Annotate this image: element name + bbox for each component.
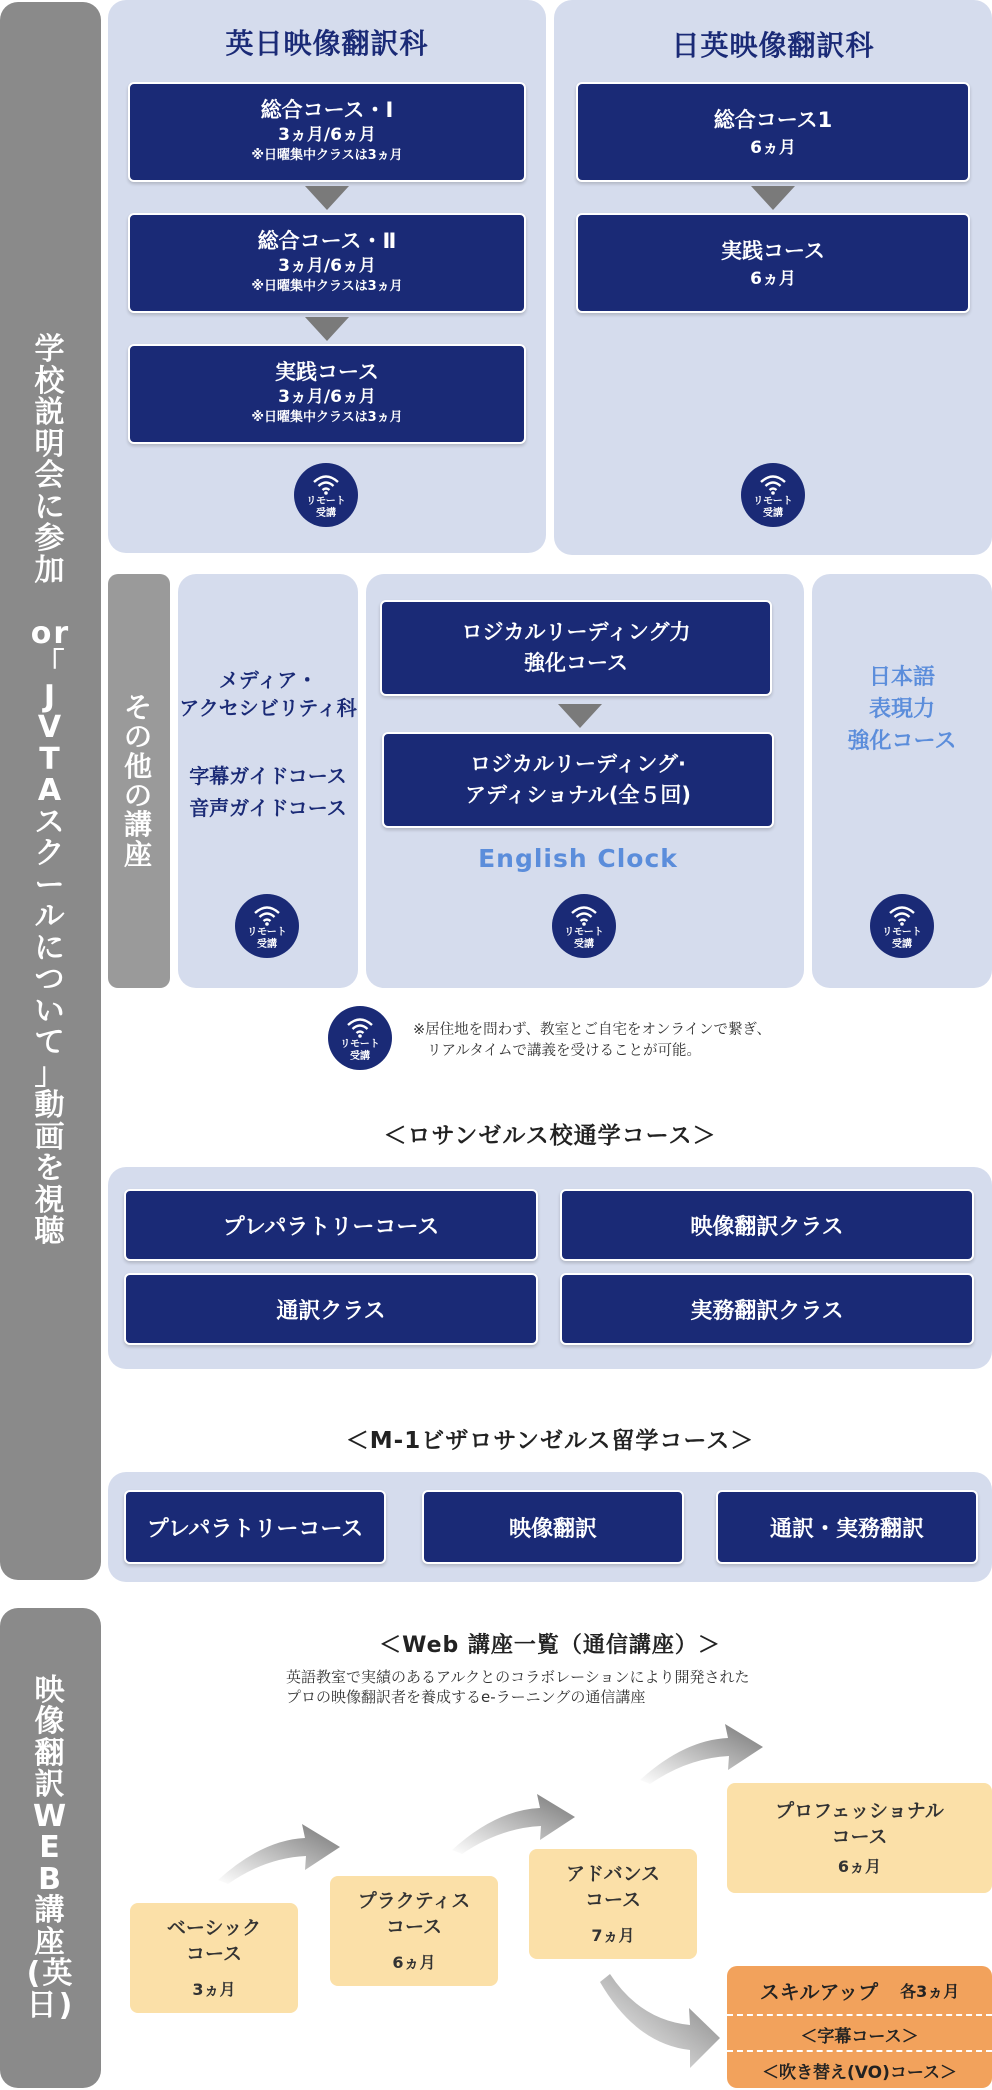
la-course-interpretation[interactable] (124, 1273, 538, 1345)
sb-bot-char: 日) (26, 1987, 75, 2023)
course-line-1: ベーシック (166, 1916, 262, 1939)
sb-top-char: 明 (34, 426, 67, 462)
course-line-2: コース (584, 1888, 642, 1911)
la-course-preparatory[interactable] (124, 1189, 538, 1261)
sb-top-char: を (34, 1151, 67, 1187)
m1-course-interpretation-business[interactable] (716, 1490, 978, 1564)
remote-badge (328, 1006, 392, 1070)
course-label: 映像翻訳 (508, 1516, 597, 1542)
sb-top-char: 動 (34, 1088, 67, 1124)
remote-label-2: 受講 (574, 938, 594, 950)
japanese-line-1: 日本語 (868, 665, 935, 690)
japanese-expression-title (812, 662, 992, 758)
wifi-icon (311, 473, 341, 495)
course-duration: 6ヵ月 (750, 137, 796, 158)
eng-jp-course-3[interactable] (128, 344, 526, 444)
sb-bot-char: 翻 (34, 1735, 67, 1771)
sb-top-char: ル (34, 899, 67, 935)
sb-top-char: 校 (34, 363, 67, 399)
other-char: そ (123, 690, 154, 724)
course-duration: 3ヵ月 (192, 1980, 236, 2000)
remote-label-1: リモート (882, 927, 922, 938)
jp-eng-course-2[interactable] (576, 213, 970, 313)
course-line-2: コース (185, 1942, 243, 1965)
media-title-line-2: アクセシビリティ科 (179, 696, 357, 720)
sb-top-char: に (34, 930, 67, 966)
sb-top-char: J (43, 678, 58, 714)
skillup-divider (727, 2014, 992, 2016)
sb-top-char: に (34, 489, 67, 525)
sb-top-char: or (30, 615, 71, 651)
curved-arrow-icon (640, 1724, 763, 1784)
sb-bot-char: (英 (26, 1956, 75, 1992)
course-duration: 6ヵ月 (750, 268, 796, 289)
sb-bot-char: 訳 (34, 1767, 67, 1803)
sb-bot-char: 像 (34, 1704, 67, 1740)
sb-top-char: て (34, 1025, 67, 1061)
remote-label-2: 受講 (892, 938, 912, 950)
skillup-header (727, 1966, 992, 2014)
wifi-icon (887, 904, 917, 926)
course-line-2: アディショナル(全５回) (464, 783, 692, 807)
course-line-2: コース (831, 1825, 888, 1848)
sb-top-char: 」 (34, 1056, 67, 1092)
sb-top-char: T (39, 741, 62, 777)
la-course-business-translation[interactable] (560, 1273, 974, 1345)
remote-badge (870, 894, 934, 958)
other-char: の (123, 720, 154, 754)
la-school-panel (108, 1167, 992, 1369)
media-title-line-1: メディア・ (218, 668, 318, 692)
course-name: 実践コース (721, 239, 825, 264)
course-name: 総合コース・Ⅰ (260, 97, 394, 122)
web-course-basic[interactable] (130, 1903, 298, 2013)
remote-label-1: リモート (564, 927, 604, 938)
course-label: 通訳クラス (276, 1298, 386, 1324)
japanese-expression-panel (812, 574, 992, 988)
sb-top-char: い (34, 993, 67, 1029)
skillup-box[interactable] (727, 1966, 992, 2088)
curved-arrow-icon (218, 1824, 340, 1884)
sb-bot-char: 座 (34, 1924, 67, 1960)
media-subcourses (178, 760, 358, 824)
down-arrow-icon (751, 186, 795, 210)
sb-top-char: 説 (34, 395, 67, 431)
m1-panel (108, 1472, 992, 1582)
skillup-dubbing-course: ＜吹き替え(VO)コース＞ (762, 2063, 957, 2083)
sb-top-char: 学 (34, 332, 67, 368)
course-name: 総合コース1 (713, 108, 833, 133)
sb-top-char: 画 (34, 1119, 67, 1155)
curved-arrow-icon (452, 1794, 575, 1854)
media-sub-line-1: 字幕ガイドコース (189, 764, 347, 788)
eng-jp-title: 英日映像翻訳科 (225, 27, 429, 60)
web-course-practice[interactable] (330, 1876, 498, 1986)
other-char: 講 (123, 808, 154, 842)
remote-note-line-1: ※居住地を問わず、教室とご自宅をオンラインで繋ぎ、 (413, 1022, 771, 1038)
web-course-advance[interactable] (529, 1849, 697, 1959)
sb-top-char: 会 (34, 458, 67, 494)
sb-top-char: 加 (34, 552, 67, 588)
logical-reading-course-1[interactable] (380, 600, 772, 696)
sb-top-char: A (37, 773, 64, 809)
course-label: プレパラトリーコース (146, 1516, 364, 1542)
m1-course-video-translation[interactable] (422, 1490, 684, 1564)
remote-label-2: 受講 (350, 1050, 370, 1062)
course-line-2: 強化コース (524, 651, 628, 675)
la-school-heading: ＜ロサンゼルス校通学コース＞ (383, 1123, 717, 1149)
sb-bot-char: B (38, 1861, 63, 1897)
remote-label-1: リモート (247, 927, 287, 938)
sb-top-char: ス (34, 804, 67, 840)
sb-top-char: 参 (34, 521, 67, 557)
eng-jp-course-2[interactable] (128, 213, 526, 313)
sb-top-char: ー (34, 867, 67, 903)
remote-badge (235, 894, 299, 958)
sb-top-char: 視 (34, 1182, 67, 1218)
skillup-subtitles-course: ＜字幕コース＞ (800, 2027, 919, 2047)
logical-reading-panel (366, 574, 804, 988)
web-heading: ＜Web 講座一覧（通信講座）＞ (379, 1633, 721, 1658)
remote-badge (552, 894, 616, 958)
skillup-divider (727, 2050, 992, 2052)
jp-eng-title: 日英映像翻訳科 (671, 29, 875, 62)
jp-eng-panel (554, 0, 992, 555)
japanese-line-2: 表現力 (868, 696, 935, 722)
course-name: 総合コース・Ⅱ (257, 228, 397, 253)
other-char: 他 (123, 749, 154, 783)
sidebar-school-info (0, 2, 101, 1580)
m1-course-preparatory[interactable] (124, 1490, 386, 1564)
course-duration: 7ヵ月 (591, 1926, 635, 1946)
course-line-1: プロフェッショナル (775, 1799, 944, 1822)
skillup-title: スキルアップ (759, 1979, 879, 2004)
curved-arrow-icon (600, 1974, 720, 2068)
sb-top-char: 聴 (34, 1214, 67, 1250)
course-note: ※日曜集中クラスは3ヵ月 (251, 279, 403, 295)
course-note: ※日曜集中クラスは3ヵ月 (251, 410, 403, 426)
course-line-1: アドバンス (565, 1862, 661, 1885)
sb-top-char: つ (34, 962, 67, 998)
sidebar-school-info-label (31, 334, 70, 1248)
m1-heading: ＜M-1ビザロサンゼルス留学コース＞ (345, 1428, 755, 1454)
course-note: ※日曜集中クラスは3ヵ月 (251, 148, 403, 164)
web-desc-line-2: プロの映像翻訳者を養成するe-ラーニングの通信講座 (286, 1687, 646, 1706)
web-desc-line-1: 英語教室で実績のあるアルクとのコラボレーションにより開発された (286, 1668, 750, 1686)
sb-top-char (31, 586, 70, 618)
wifi-icon (345, 1016, 375, 1038)
eng-jp-course-1[interactable] (128, 82, 526, 182)
la-course-video-translation[interactable] (560, 1189, 974, 1261)
remote-note (413, 1020, 771, 1062)
other-courses-label (108, 574, 170, 988)
course-line-1: ロジカルリーディング· (470, 751, 686, 776)
sb-bot-char: 映 (34, 1672, 67, 1708)
sb-top-char: ク (34, 836, 67, 872)
course-label: プレパラトリーコース (222, 1214, 440, 1240)
remote-badge (294, 463, 358, 527)
course-label: 映像翻訳クラス (690, 1214, 844, 1240)
english-clock-label: English Clock (478, 844, 678, 873)
japanese-line-3: 強化コース (847, 728, 957, 754)
wifi-icon (758, 473, 788, 495)
course-label: 実務翻訳クラス (690, 1298, 844, 1324)
course-duration: 3ヵ月/6ヵ月 (278, 387, 376, 408)
sb-top-char: 「 (34, 647, 67, 683)
course-name: 実践コース (275, 359, 379, 384)
other-char: の (123, 779, 154, 812)
jp-eng-course-1[interactable] (576, 82, 970, 182)
down-arrow-icon (305, 317, 349, 341)
sb-top-char: V (37, 710, 64, 746)
media-title (178, 666, 358, 722)
course-line-2: コース (385, 1915, 443, 1938)
remote-label-2: 受講 (316, 507, 336, 519)
course-duration: 6ヵ月 (392, 1953, 436, 1973)
skillup-duration: 各3ヵ月 (900, 1981, 960, 2001)
eng-jp-panel (108, 0, 546, 553)
remote-note-line-2: リアルタイムで講義を受けることが可能。 (427, 1043, 702, 1060)
course-line-1: プラクティス (357, 1889, 471, 1912)
wifi-icon (569, 904, 599, 926)
remote-label-2: 受講 (763, 507, 783, 519)
course-duration: 6ヵ月 (837, 1857, 882, 1877)
remote-label-2: 受講 (257, 938, 277, 950)
down-arrow-icon (558, 704, 602, 728)
other-courses-label-text (123, 690, 154, 871)
wifi-icon (252, 904, 282, 926)
course-label: 通訳・実務翻訳 (769, 1516, 924, 1542)
media-panel (178, 574, 358, 988)
web-course-professional[interactable] (727, 1783, 992, 1893)
down-arrow-icon (305, 186, 349, 210)
course-duration: 3ヵ月/6ヵ月 (278, 256, 376, 277)
course-line-1: ロジカルリーディング力 (461, 619, 691, 644)
sb-bot-char: E (39, 1830, 62, 1866)
logical-reading-course-2[interactable] (382, 732, 774, 828)
other-char: 座 (123, 837, 154, 871)
remote-badge (741, 463, 805, 527)
remote-label-1: リモート (340, 1039, 380, 1050)
remote-label-1: リモート (306, 496, 346, 507)
remote-label-1: リモート (753, 496, 793, 507)
media-sub-line-2: 音声ガイドコース (189, 796, 347, 820)
course-duration: 3ヵ月/6ヵ月 (278, 125, 376, 146)
sb-bot-char: 講 (34, 1893, 67, 1929)
sb-bot-char: W (32, 1798, 69, 1834)
